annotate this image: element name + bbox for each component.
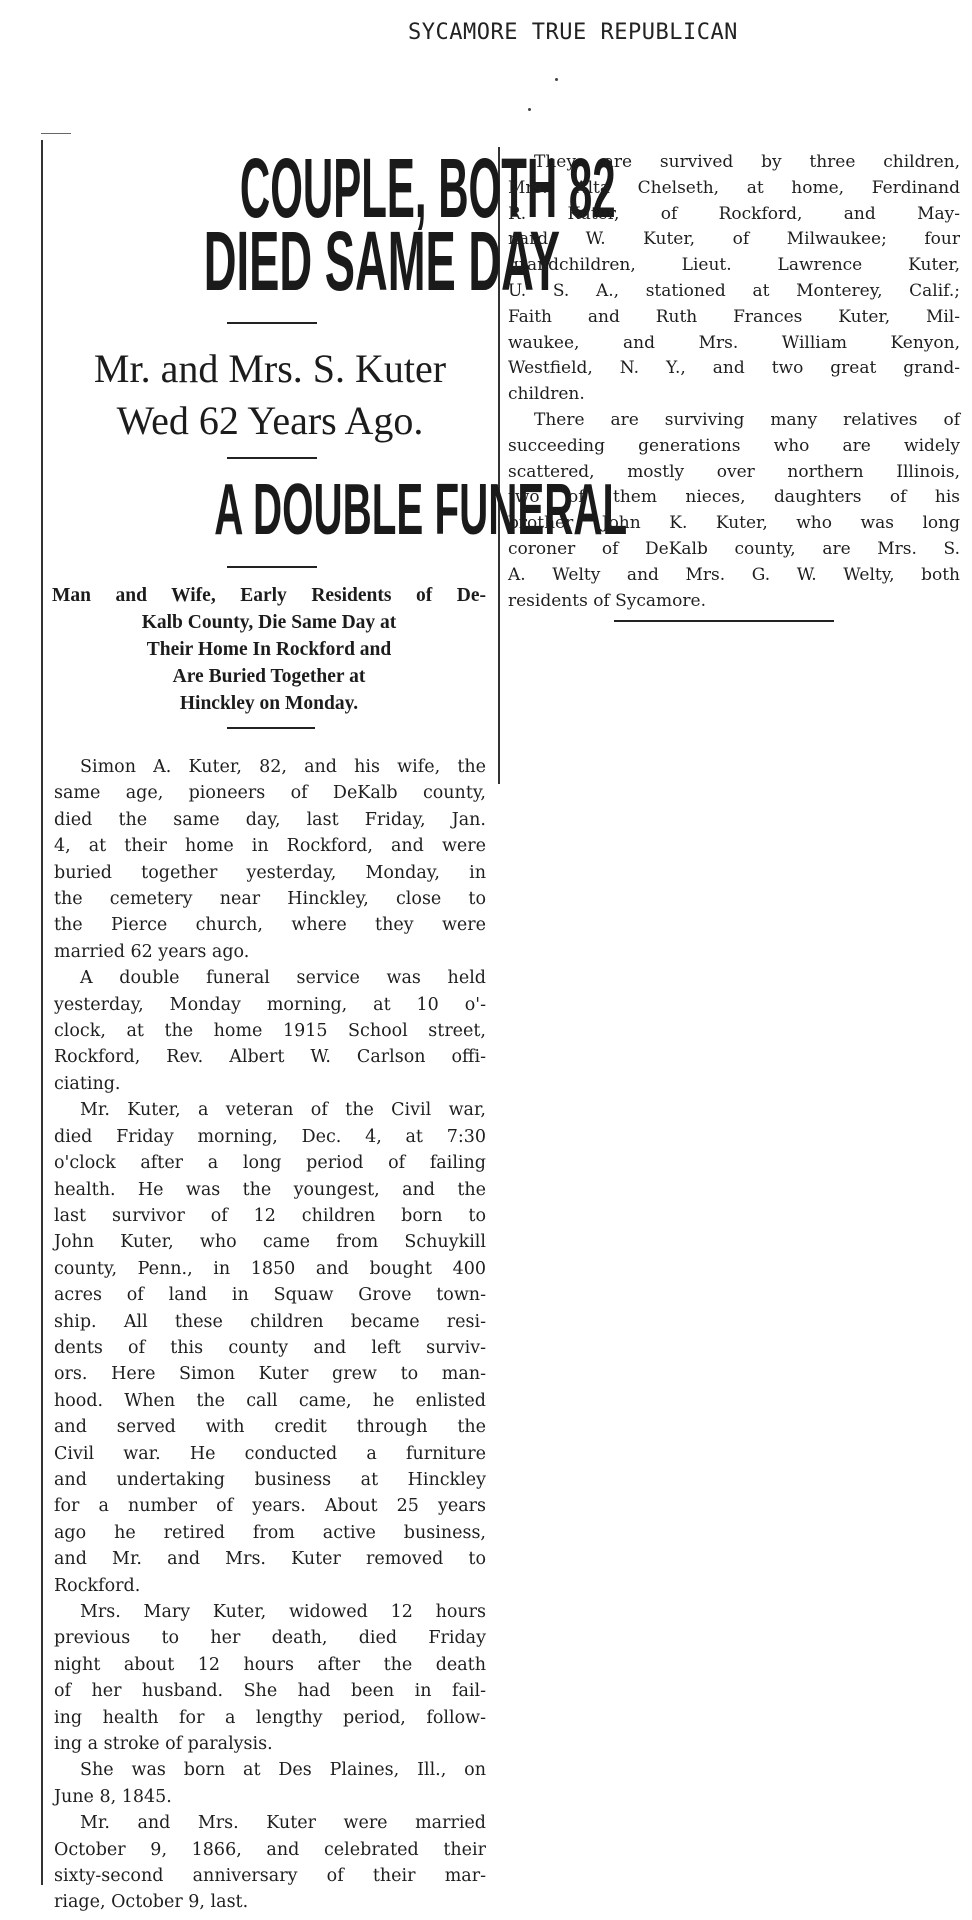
divider-rule bbox=[227, 457, 317, 459]
text-line: waukee, and Mrs. William Kenyon, bbox=[508, 332, 960, 353]
text-line: sixty-second anniversary of their mar- bbox=[54, 1866, 486, 1887]
speck bbox=[555, 78, 558, 81]
text-line: riage, October 9, last. bbox=[54, 1892, 249, 1913]
text-line: ors. Here Simon Kuter grew to man- bbox=[54, 1364, 486, 1385]
deck-line: Man and Wife, Early Residents of De- bbox=[52, 585, 486, 606]
text-line: last survivor of 12 children born to bbox=[54, 1205, 486, 1226]
headline-line-2 bbox=[52, 214, 560, 308]
text-line: children. bbox=[508, 384, 585, 405]
newspaper-masthead: SYCAMORE TRUE REPUBLICAN bbox=[408, 20, 738, 45]
text-line: Rockford. bbox=[54, 1575, 141, 1596]
text-line: ing a stroke of paralysis. bbox=[54, 1734, 273, 1755]
text-line: John Kuter, who came from Schuykill bbox=[54, 1232, 486, 1253]
divider-rule bbox=[227, 727, 315, 729]
text-line: Faith and Ruth Frances Kuter, Mil- bbox=[508, 306, 960, 327]
text-line: June 8, 1845. bbox=[54, 1786, 172, 1807]
headline-text: A DOUBLE FUNERAL bbox=[214, 470, 628, 550]
text-line: R. Kuter, of Rockford, and May- bbox=[508, 203, 960, 224]
subheadline-line-1: Mr. and Mrs. S. Kuter bbox=[93, 346, 447, 391]
text-line: A. Welty and Mrs. G. W. Welty, both bbox=[508, 564, 960, 585]
deck-line: Their Home In Rockford and bbox=[146, 639, 392, 660]
text-line: clock, at the home 1915 School street, bbox=[54, 1021, 486, 1042]
text-line: U. S. A., stationed at Monterey, Calif.; bbox=[508, 280, 960, 301]
text-line: Mr. and Mrs. Kuter were married bbox=[80, 1813, 486, 1834]
text-line: They are survived by three children, bbox=[534, 152, 960, 172]
text-line: yesterday, Monday morning, at 10 o'- bbox=[54, 994, 486, 1015]
headline-line-3 bbox=[52, 470, 628, 550]
text-line: o'clock after a long period of failing bbox=[54, 1153, 486, 1174]
text-line: Mr. Kuter, a veteran of the Civil war, bbox=[80, 1100, 486, 1121]
text-line: dents of this county and left surviv- bbox=[54, 1337, 486, 1358]
text-line: the cemetery near Hinckley, close to bbox=[54, 889, 486, 910]
text-line: county, Penn., in 1850 and bought 400 bbox=[54, 1258, 486, 1279]
end-rule bbox=[614, 620, 834, 622]
text-line: died Friday morning, Dec. 4, at 7:30 bbox=[54, 1126, 486, 1147]
deck-line: Kalb County, Die Same Day at bbox=[141, 612, 397, 633]
text-line: A double funeral service was held bbox=[80, 968, 486, 989]
text-line: previous to her death, died Friday bbox=[54, 1628, 486, 1649]
headline-text: DIED SAME DAY bbox=[203, 214, 560, 308]
headline-text: COUPLE, BOTH 82 bbox=[239, 141, 616, 235]
speck bbox=[528, 108, 531, 111]
text-line: October 9, 1866, and celebrated their bbox=[54, 1839, 486, 1860]
text-line: She was born at Des Plaines, Ill., on bbox=[80, 1760, 486, 1781]
text-line: ing health for a lengthy period, follow- bbox=[54, 1707, 486, 1728]
top-left-dash bbox=[41, 133, 71, 134]
text-line: Civil war. He conducted a furniture bbox=[54, 1443, 486, 1464]
text-line: Mrs. Mary Kuter, widowed 12 hours bbox=[80, 1602, 486, 1622]
left-column-border bbox=[41, 140, 43, 1885]
article-deck bbox=[52, 582, 486, 717]
text-line: There are surviving many relatives of bbox=[534, 409, 960, 430]
text-line: for a number of years. About 25 years bbox=[54, 1496, 486, 1517]
text-line: scattered, mostly over northern Illinois, bbox=[508, 461, 960, 482]
subheadline-line-2: Wed 62 Years Ago. bbox=[116, 398, 424, 443]
article-body bbox=[54, 754, 486, 1916]
text-line: succeeding generations who are widely bbox=[508, 435, 960, 456]
text-line: 4, at their home in Rockford, and were bbox=[54, 836, 486, 857]
text-line: Rockford, Rev. Albert W. Carlson offi- bbox=[54, 1047, 486, 1068]
text-line: ciating. bbox=[54, 1073, 121, 1094]
text-line: Mrs. Alta Chelseth, at home, Ferdinand bbox=[508, 177, 960, 198]
article-continuation bbox=[508, 150, 960, 614]
deck-line: Are Buried Together at bbox=[172, 666, 366, 687]
text-line: and served with credit through the bbox=[54, 1417, 486, 1438]
text-line: Westfield, N. Y., and two great grand- bbox=[508, 358, 960, 379]
deck-line: Hinckley on Monday. bbox=[179, 693, 359, 714]
text-line: same age, pioneers of DeKalb county, bbox=[54, 783, 486, 804]
divider-rule bbox=[227, 566, 317, 568]
text-line: health. He was the youngest, and the bbox=[54, 1179, 486, 1200]
text-line: acres of land in Squaw Grove town- bbox=[54, 1285, 486, 1306]
text-line: and Mr. and Mrs. Kuter removed to bbox=[54, 1549, 486, 1570]
text-line: night about 12 hours after the death bbox=[54, 1654, 486, 1675]
text-line: grandchildren, Lieut. Lawrence Kuter, bbox=[508, 255, 960, 276]
text-line: coroner of DeKalb county, are Mrs. S. bbox=[508, 538, 960, 559]
text-line: two of them nieces, daughters of his bbox=[508, 487, 960, 508]
text-line: married 62 years ago. bbox=[54, 941, 250, 962]
text-line: nard W. Kuter, of Milwaukee; four bbox=[508, 229, 960, 250]
text-line: ago he retired from active business, bbox=[54, 1522, 486, 1543]
divider-rule bbox=[227, 322, 317, 324]
text-line: Simon A. Kuter, 82, and his wife, the bbox=[80, 757, 486, 777]
text-line: of her husband. She had been in fail- bbox=[54, 1681, 486, 1702]
text-line: the Pierce church, where they were bbox=[54, 915, 486, 936]
text-line: buried together yesterday, Monday, in bbox=[54, 862, 486, 883]
text-line: residents of Sycamore. bbox=[508, 590, 706, 611]
text-line: died the same day, last Friday, Jan. bbox=[54, 809, 486, 830]
text-line: and undertaking business at Hinckley bbox=[54, 1469, 486, 1490]
text-line: ship. All these children became resi- bbox=[54, 1311, 486, 1332]
text-line: brother John K. Kuter, who was long bbox=[508, 513, 960, 534]
text-line: hood. When the call came, he enlisted bbox=[54, 1390, 486, 1411]
